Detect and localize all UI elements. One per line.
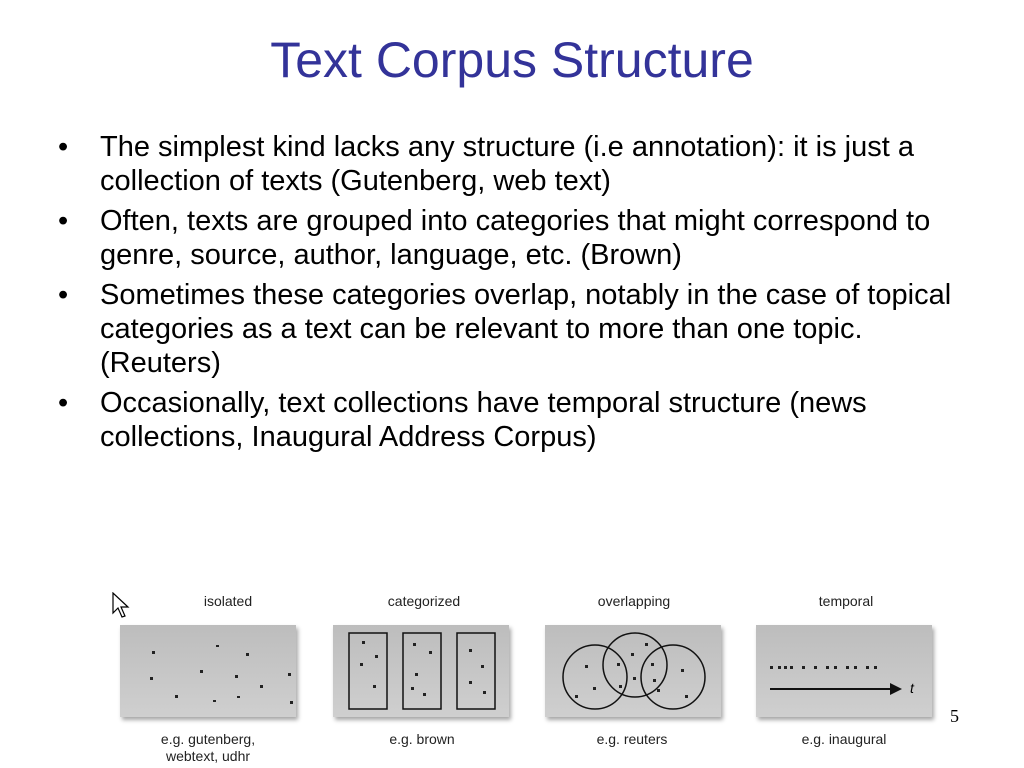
corpus-structure-figure (108, 585, 948, 768)
panel-temporal (756, 625, 932, 717)
temporal-timeline (756, 625, 932, 717)
bullet-item (58, 204, 988, 272)
mouse-pointer-icon (112, 592, 132, 620)
isolated-dots (120, 625, 296, 717)
time-axis-label: t (910, 680, 914, 696)
bullet-item (58, 386, 988, 454)
panel-overlapping (545, 625, 721, 717)
bullet-item (58, 130, 988, 198)
bullet-text: The simplest kind lacks any structure (i.e annotation): it is just a collection of texts (Gutenberg, web text) (100, 131, 914, 197)
bullet-dot: • (58, 131, 69, 163)
categorized-groups (333, 625, 509, 717)
panel-caption-overlapping: e.g. reuters (596, 731, 668, 747)
panel-caption-temporal: e.g. inaugural (801, 731, 887, 747)
bullet-text: Sometimes these categories overlap, notably in the case of topical categories as a text can be relevant to more than one topic. (Reuters) (100, 279, 952, 379)
bullet-text: Often, texts are grouped into categories that might correspond to genre, source, author, language, etc. (Brown) (100, 205, 931, 271)
bullet-text: Occasionally, text collections have temporal structure (news collections, Inaugural Address Corpus) (100, 387, 867, 453)
panel-title-overlapping: overlapping (597, 593, 671, 609)
panel-isolated (120, 625, 296, 717)
panel-caption-categorized: e.g. brown (389, 731, 455, 747)
bullet-dot: • (58, 279, 69, 311)
page-number: 5 (950, 706, 959, 726)
caption-line: webtext, udhr (165, 748, 251, 764)
panel-title-categorized: categorized (387, 593, 461, 609)
overlapping-circles (545, 625, 721, 717)
panel-title-temporal: temporal (818, 593, 874, 609)
bullet-list (58, 130, 988, 460)
panel-caption-isolated (118, 731, 298, 765)
caption-line: e.g. gutenberg, (160, 731, 256, 747)
bullet-dot: • (58, 205, 69, 237)
panel-categorized (333, 625, 509, 717)
slide-title: Text Corpus Structure (270, 32, 754, 88)
panel-title-isolated: isolated (203, 593, 253, 609)
bullet-item (58, 278, 988, 380)
bullet-dot: • (58, 387, 69, 419)
